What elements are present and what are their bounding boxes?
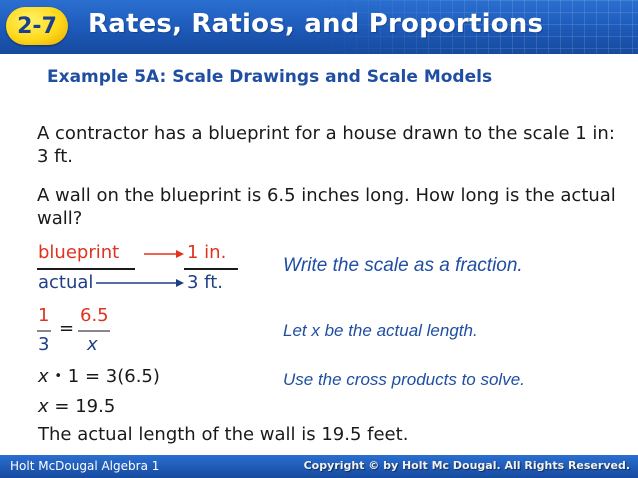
proportion-left-numerator: 1 — [38, 305, 50, 326]
proportion-left-denominator: 3 — [38, 334, 50, 355]
arrow-top-icon — [144, 250, 184, 258]
footer-copyright: Copyright © by Holt Mc Dougal. All Rights Reserved. — [303, 459, 630, 472]
proportion-left-bar — [37, 330, 51, 332]
problem-statement: A contractor has a blueprint for a house drawn to the scale 1 in: 3 ft. — [37, 123, 615, 167]
ratio-bottom-label: actual — [38, 272, 94, 293]
result-variable: x — [38, 396, 49, 417]
proportion-right-numerator: 6.5 — [80, 305, 109, 326]
footer-course: Holt McDougal Algebra 1 — [10, 459, 160, 473]
arrow-bottom-icon — [96, 279, 184, 287]
cross-rest: 1 = 3(6.5) — [67, 366, 160, 387]
example-title: Example 5A: Scale Drawings and Scale Models — [47, 67, 493, 87]
cross-variable: x — [38, 366, 49, 387]
proportion-right-bar — [78, 330, 110, 332]
problem-question: A wall on the blueprint is 6.5 inches long. How long is the actual wall? — [37, 185, 616, 229]
conclusion: The actual length of the wall is 19.5 feet. — [38, 424, 409, 445]
hint-cross-products: Use the cross products to solve. — [283, 370, 525, 389]
lesson-title: Rates, Ratios, and Proportions — [88, 9, 544, 39]
proportion-equals: = — [59, 318, 75, 339]
proportion-right-denominator: x — [87, 334, 98, 355]
cross-product-line — [38, 366, 160, 387]
ratio-value-fraction-bar — [184, 268, 238, 270]
result-line — [38, 396, 115, 417]
ratio-top-value: 1 in. — [187, 242, 227, 263]
lesson-number-badge: 2-7 — [6, 7, 68, 45]
ratio-top-label: blueprint — [38, 242, 120, 263]
ratio-bottom-value: 3 ft. — [187, 272, 223, 293]
hint-let-x: Let x be the actual length. — [283, 321, 478, 340]
result-rest: = 19.5 — [54, 396, 116, 417]
footer-bar — [0, 455, 638, 478]
hint-write-scale: Write the scale as a fraction. — [283, 255, 523, 276]
multiply-dot-icon: • — [54, 369, 63, 384]
